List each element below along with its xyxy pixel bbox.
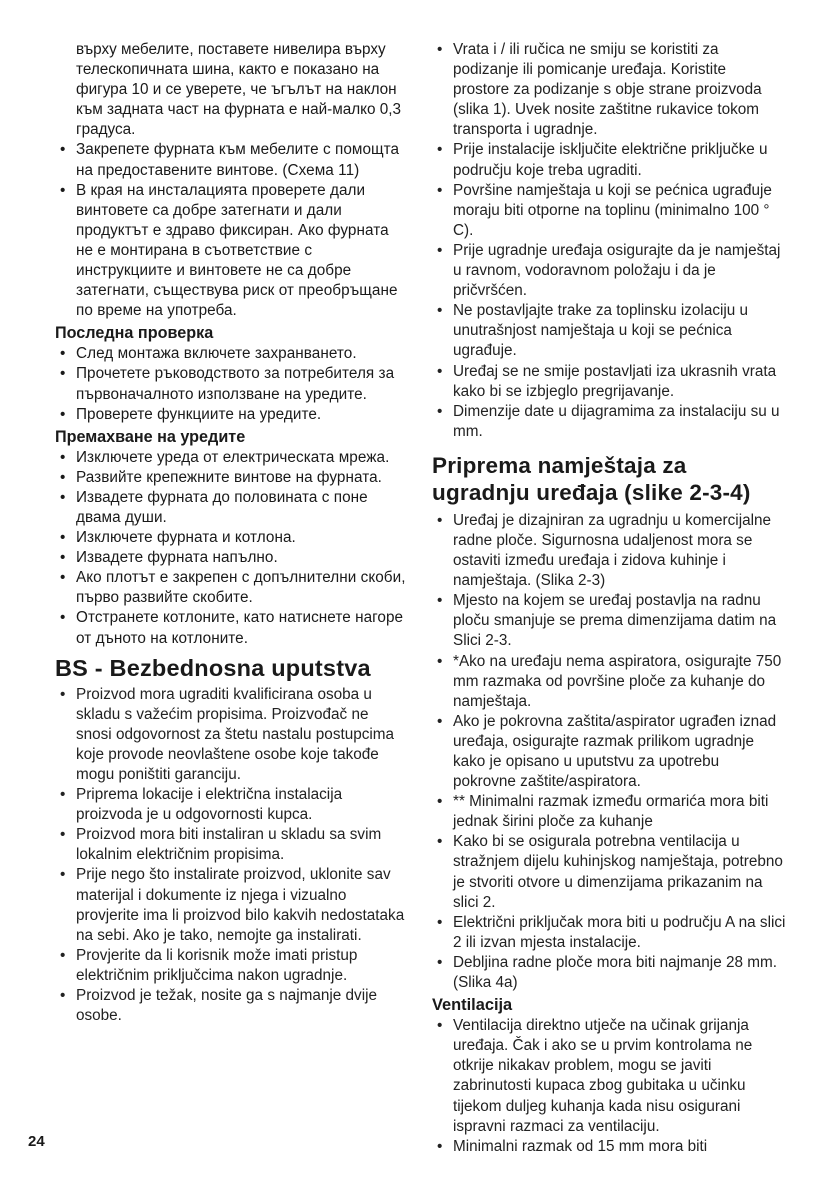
list-item: • Provjerite da li korisnik može imati pristup električnim priključcima nakon ugradnje. xyxy=(55,946,407,986)
list-item: • Mjesto na kojem se uređaj postavlja na radnu ploču smanjuje se prema dimenzijama datim na Slici 2-3. xyxy=(432,591,786,651)
list-item: • Проверете функциите на уредите. xyxy=(55,405,407,425)
list-item: • След монтажа включете захранването. xyxy=(55,344,407,364)
final-check-heading: Последна проверка xyxy=(55,324,214,343)
ventilation-list xyxy=(432,1016,786,1157)
list-item: • Debljina radne ploče mora biti najmanje 28 mm. (Slika 4a) xyxy=(432,953,786,993)
list-item: • Dimenzije date u dijagramima za instalaciju su u mm. xyxy=(432,402,786,442)
list-item: • ** Minimalni razmak između ormarića mora biti jednak širini ploče za kuhanje xyxy=(432,792,786,832)
list-item: • Električni priključak mora biti u području A na slici 2 ili izvan mjesta instalacije. xyxy=(432,913,786,953)
left-column xyxy=(55,40,407,1026)
list-item: • В края на инсталацията проверете дали винтовете са добре затегнати и дали продуктът е здраво фиксиран. Ако фурната не е монтирана в съответствие с инструкциите и винтовете не са добре затегнати, съществува риск от преобръщане по време на употреба. xyxy=(55,181,407,322)
list-item: • Прочетете ръководството за потребителя за първоначалното използване на уредите. xyxy=(55,364,407,404)
list-item: • Minimalni razmak od 15 mm mora biti xyxy=(432,1137,786,1157)
ventilation-heading: Ventilacija xyxy=(432,996,513,1015)
final-check-list xyxy=(55,344,407,424)
page-number: 24 xyxy=(28,1133,45,1150)
list-item: • Извадете фурната до половината с поне двама души. xyxy=(55,488,407,528)
list-item: • Ventilacija direktno utječe na učinak grijanja uređaja. Čak i ako se u prvim kontrolama ne otkrije nikakav problem, mogu se javiti zabrinutosti kupaca zbog gubitaka u učinku tijekom duljeg kuhanja kada nisu osigurani ispravni razmaci za ventilaciju. xyxy=(432,1016,786,1137)
list-item: • Prije ugradnje uređaja osigurajte da je namještaj u ravnom, vodoravnom položaju i da je pričvršćen. xyxy=(432,241,786,301)
list-item: • Извадете фурната напълно. xyxy=(55,548,407,568)
list-item: • Priprema lokacije i električna instalacija proizvoda je u odgovornosti kupca. xyxy=(55,785,407,825)
right-column xyxy=(432,40,786,1157)
list-item: • Proizvod je težak, nosite ga s najmanje dvije osobe. xyxy=(55,986,407,1026)
list-item: • Изключете уреда от електрическата мрежа. xyxy=(55,448,407,468)
list-item: • Proizvod mora biti instaliran u skladu sa svim lokalnim električnim propisima. xyxy=(55,825,407,865)
list-item: • Vrata i / ili ručica ne smiju se koristiti za podizanje ili pomicanje uređaja. Koristite prostore za podizanje s obje strane proizvoda (slika 1). Uvek nosite zaštitne rukavice tokom transporta i ugradnje. xyxy=(432,40,786,140)
removal-heading: Премахване на уредите xyxy=(55,427,246,446)
furniture-prep-list xyxy=(432,511,786,993)
list-item: • Отстранете котлоните, като натиснете нагоре от дъното на котлоните. xyxy=(55,608,407,648)
install-list xyxy=(55,140,407,321)
furniture-prep-heading: Priprema namještaja za ugradnju uređaja (slike 2-3-4) xyxy=(432,452,751,506)
bs-safety-heading: BS - Bezbednosna uputstva xyxy=(55,654,371,681)
list-item: • Proizvod mora ugraditi kvalificirana osoba u skladu s važećim propisima. Proizvođač ne snosi odgovornost za štetu nastalu postupcima koje provode neovlaštene osobe koje takođe mogu poništiti garanciju. xyxy=(55,685,407,785)
list-item: • Развийте крепежните винтове на фурната. xyxy=(55,468,407,488)
list-item: • Изключете фурната и котлона. xyxy=(55,528,407,548)
list-item: • Uređaj se ne smije postavljati iza ukrasnih vrata kako bi se izbjeglo pregrijavanje. xyxy=(432,362,786,402)
list-item: • Ako je pokrovna zaštita/aspirator ugrađen iznad uređaja, osigurajte razmak prilikom ugradnje kako je opisano u uputstvu za upotrebu pokrovne zaštite/aspiratora. xyxy=(432,712,786,792)
bs-safety-list xyxy=(55,685,407,1027)
list-item: • Ако плотът е закрепен с допълнителни скоби, първо развийте скобите. xyxy=(55,568,407,608)
list-item: • Ne postavljajte trake za toplinsku izolaciju u unutrašnjost namještaja u koji se pećnica ugrađuje. xyxy=(432,301,786,361)
list-item: • Kako bi se osigurala potrebna ventilacija u stražnjem dijelu kuhinjskog namještaja, potrebno je stvoriti otvore u dimenzijama prikazanim na slici 2. xyxy=(432,832,786,912)
list-item: • Закрепете фурната към мебелите с помощта на предоставените винтове. (Схема 11) xyxy=(55,140,407,180)
list-item: • Prije nego što instalirate proizvod, uklonite sav materijal i dokumente iz njega i vizualno provjerite ima li proizvod bilo kakvih nedostataka na sebi. Ako je tako, nemojte ga instalirati. xyxy=(55,865,407,945)
safety-list xyxy=(432,40,786,442)
list-item: • Uređaj je dizajniran za ugradnju u komercijalne radne ploče. Sigurnosna udaljenost mora se ostaviti između uređaja i zidova kuhinje i namještaja. (Slika 2-3) xyxy=(432,511,786,591)
list-item: • Površine namještaja u koji se pećnica ugrađuje moraju biti otporne na toplinu (minimalno 100 ° C). xyxy=(432,181,786,241)
removal-list xyxy=(55,448,407,649)
list-item: • *Ako na uređaju nema aspiratora, osigurajte 750 mm razmaka od površine ploče za kuhanje do namještaja. xyxy=(432,652,786,712)
intro-continuation: върху мебелите, поставете нивелира върху телескопичната шина, както е показано на фигура 10 и се уверете, че ъгълът на наклон към задната част на фурната е най-малко 0,3 градуса. xyxy=(76,41,402,139)
list-item: • Prije instalacije isključite električne priključke u području koje treba ugraditi. xyxy=(432,140,786,180)
